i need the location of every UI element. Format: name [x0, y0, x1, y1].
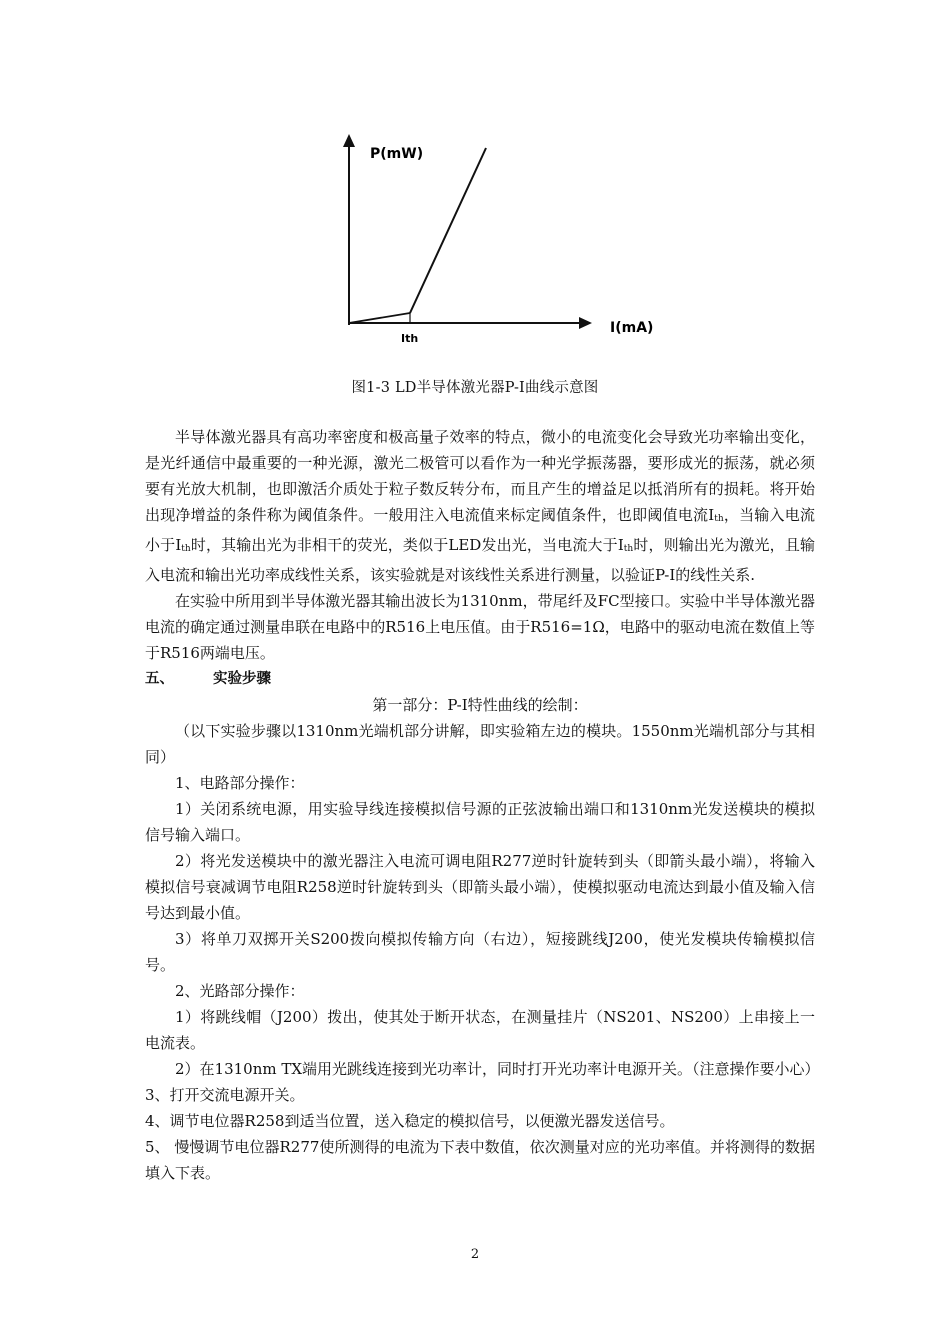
ith-symbol: Ith: [175, 536, 191, 554]
step-2-2: 2）在1310nm TX端用光跳线连接到光功率计，同时打开光功率计电源开关。（注意操作要小心）: [175, 1060, 820, 1078]
body-text: [145, 424, 820, 1186]
step-1-1: 1）关闭系统电源，用实验导线连接模拟信号源的正弦波输出端口和1310nm光发送模块的模拟信号输入端口。: [145, 800, 815, 844]
step-4: 4、调节电位器R258到适当位置，送入稳定的模拟信号，以便激光器发送信号。: [145, 1112, 675, 1130]
step-2: 2、光路部分操作：: [175, 982, 305, 1000]
step-1-2: 2）将光发送模块中的激光器注入电流可调电阻R277逆时针旋转到头（即箭头最小端），将输入模拟信号衰减调节电阻R258逆时针旋转到头（即箭头最小端），使模拟驱动电流达到最小值及输入信号达到最小值。: [145, 852, 815, 922]
step-5: 5、 慢慢调节电位器R277使所测得的电流为下表中数值，依次测量对应的光功率值。并将测得的数据填入下表。: [145, 1138, 815, 1182]
step-note: （以下实验步骤以1310nm光端机部分讲解，即实验箱左边的模块。1550nm光端机部分与其相同）: [145, 722, 815, 766]
paragraph-experiment: 在实验中所用到半导体激光器其输出波长为1310nm，带尾纤及FC型接口。实验中半导体激光器电流的确定通过测量串联在电路中的R516上电压值。由于R516=1Ω，电路中的驱动电流在数值上等于R516两端电压。: [145, 592, 815, 662]
step-1: 1、电路部分操作：: [175, 774, 305, 792]
ith-symbol: Ith: [708, 506, 724, 524]
y-axis-label: P(mW): [370, 146, 424, 162]
step-2-1: 1）将跳线帽（J200）拨出，使其处于断开状态，在测量挂片（NS201、NS200）上串接上一电流表。: [145, 1008, 815, 1052]
lasing-segment: [410, 148, 486, 313]
pi-curve-graph: [330, 130, 660, 350]
section-number: 五、: [145, 671, 174, 687]
x-axis-arrow-icon: [579, 317, 592, 329]
step-1-3: 3）将单刀双掷开关S200拨向模拟传输方向（右边），短接跳线J200，使光发模块传输模拟信号。: [145, 930, 815, 974]
page-number: 2: [470, 1247, 480, 1262]
step-3: 3、打开交流电源开关。: [145, 1086, 305, 1104]
ith-symbol: Ith: [617, 536, 634, 554]
pi-curve-figure: [330, 130, 660, 350]
x-axis-label: I(mA): [610, 320, 654, 336]
spontaneous-segment: [349, 313, 410, 323]
paragraph-threshold: 半导体激光器具有高功率密度和极高量子效率的特点，微小的电流变化会导致光功率输出变化，是光纤通信中最重要的一种光源，激光二极管可以看作为一种光学振荡器，要形成光的振荡，就必须要有光放大机制，也即激活介质处于粒子数反转分布，而且产生的增益足以抵消所有的损耗。将开始出现净增益的条件称为阈值条件。一般用注入电流值来标定阈值条件，也即阈值电流Ith，当输入电流小于Ith时，其输出光为非相干的荧光，类似于LED发出光，当电流大于Ith时，则输出光为激光，且输入电流和输出光功率成线性关系，该实验就是对该线性关系进行测量，以验证P-I的线性关系.: [145, 428, 815, 584]
part1-title: 第一部分：P-I特性曲线的绘制：: [372, 696, 588, 714]
figure-caption: 图1-3 LD半导体激光器P-I曲线示意图: [351, 380, 599, 396]
y-axis-arrow-icon: [343, 134, 355, 147]
threshold-label: Ith: [401, 332, 419, 345]
section-heading: [145, 666, 815, 692]
section-title: 实验步骤: [213, 671, 271, 687]
